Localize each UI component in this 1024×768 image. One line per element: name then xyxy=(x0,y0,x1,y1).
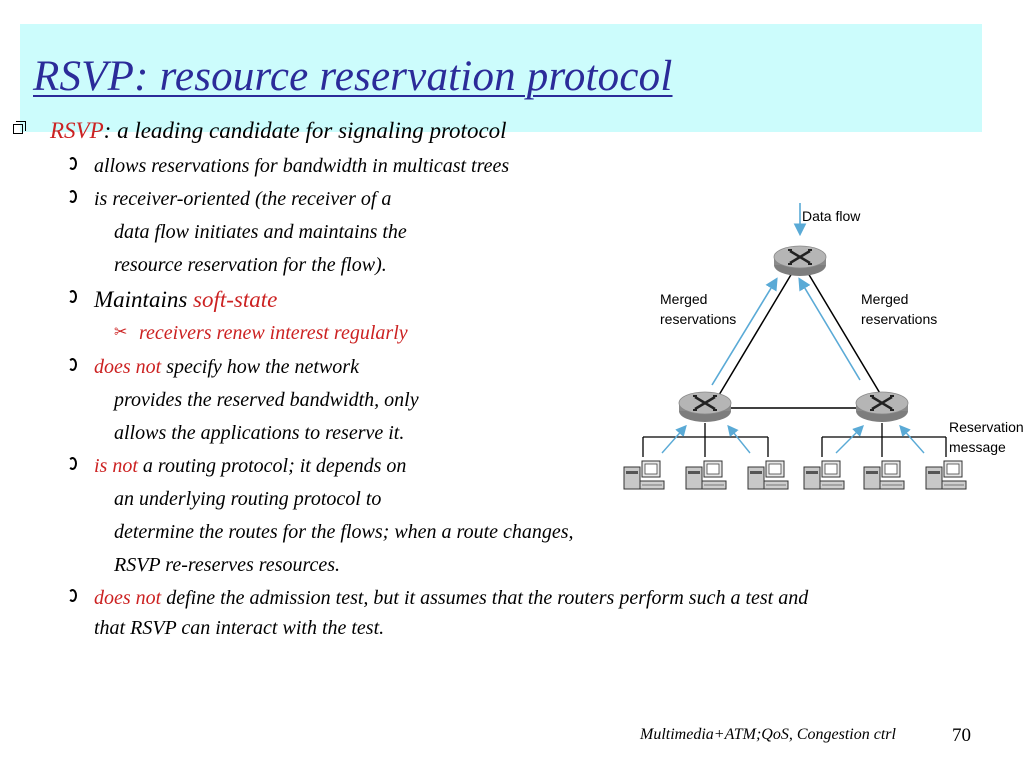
host-computer-icon xyxy=(926,461,966,489)
circle-bullet-icon xyxy=(68,290,77,303)
bullet-soft-state xyxy=(94,287,277,313)
reservation-arrow xyxy=(901,427,924,453)
scissors-bullet-icon: ✂ xyxy=(114,322,128,341)
does-not-specify-text: specify how the network xyxy=(161,356,359,378)
bullet-not-routing-cont: RSVP re-reserves resources. xyxy=(114,554,341,576)
bullet-does-not-specify xyxy=(94,356,359,379)
slide-footer: Multimedia+ATM;QoS, Congestion ctrl xyxy=(640,726,896,743)
host-computer-icon xyxy=(748,461,788,489)
bullet-not-routing-cont: an underlying routing protocol to xyxy=(114,488,382,510)
bullet-does-not-specify-cont: allows the applications to reserve it. xyxy=(114,422,405,444)
label-merged-right: reservations xyxy=(861,311,938,327)
router-top-icon xyxy=(774,246,826,276)
bullet-does-not-specify-cont: provides the reserved bandwidth, only xyxy=(114,389,419,411)
circle-bullet-icon xyxy=(68,589,77,602)
not-routing-text: a routing protocol; it depends on xyxy=(137,455,407,477)
host-computer-icon xyxy=(686,461,726,489)
slide-title: RSVP: resource reservation protocol xyxy=(33,53,673,100)
square-bullet-icon xyxy=(13,124,23,134)
host-computer-icon xyxy=(804,461,844,489)
bullet-multicast: allows reservations for bandwidth in multicast trees xyxy=(94,155,510,177)
soft-state-term: soft-state xyxy=(193,287,278,312)
reservation-arrow xyxy=(836,427,862,453)
bullet-not-routing xyxy=(94,455,406,478)
router-right-icon xyxy=(856,392,908,422)
label-merged-left: Merged xyxy=(660,291,708,307)
circle-bullet-icon xyxy=(68,157,77,170)
page-number: 70 xyxy=(952,725,971,746)
router-left-icon xyxy=(679,392,731,422)
merged-arrow-left xyxy=(712,280,776,385)
circle-bullet-icon xyxy=(68,457,77,470)
bullet-receiver-oriented-cont: resource reservation for the flow). xyxy=(114,254,387,276)
main-bullet xyxy=(50,118,507,144)
reservation-arrow xyxy=(729,427,750,453)
bullet-renew-interest: receivers renew interest regularly xyxy=(139,322,408,344)
bullet-not-routing-cont: determine the routes for the flows; when a route changes, xyxy=(114,521,574,543)
main-bullet-text: : a leading candidate for signaling protocol xyxy=(103,118,507,143)
circle-bullet-icon xyxy=(68,190,77,203)
is-not-term: is not xyxy=(94,455,138,477)
reservation-arrow xyxy=(662,427,685,453)
bullet-admission-test-cont: that RSVP can interact with the test. xyxy=(94,617,385,639)
rsvp-multicast-diagram xyxy=(600,195,1024,505)
host-computer-icon xyxy=(624,461,664,489)
rsvp-term: RSVP xyxy=(50,118,104,143)
soft-state-prefix: Maintains xyxy=(94,287,194,312)
label-reservation-message: message xyxy=(949,439,1006,455)
does-not-term: does not xyxy=(94,587,162,609)
admission-test-text: define the admission test, but it assumes that the routers perform such a test and xyxy=(161,587,809,609)
bullet-admission-test xyxy=(94,587,808,610)
label-merged-left: reservations xyxy=(660,311,737,327)
circle-bullet-icon xyxy=(68,358,77,371)
bullet-receiver-oriented: is receiver-oriented (the receiver of a xyxy=(94,188,392,210)
label-merged-right: Merged xyxy=(861,291,909,307)
host-computer-icon xyxy=(864,461,904,489)
label-reservation-message: Reservation xyxy=(949,419,1024,435)
merged-arrow-right xyxy=(800,280,860,380)
label-data-flow: Data flow xyxy=(802,208,861,224)
bullet-receiver-oriented-cont: data flow initiates and maintains the xyxy=(114,221,407,243)
link-top-right xyxy=(802,263,881,395)
lan-right xyxy=(822,423,946,457)
link-top-left xyxy=(719,263,798,395)
does-not-term: does not xyxy=(94,356,162,378)
